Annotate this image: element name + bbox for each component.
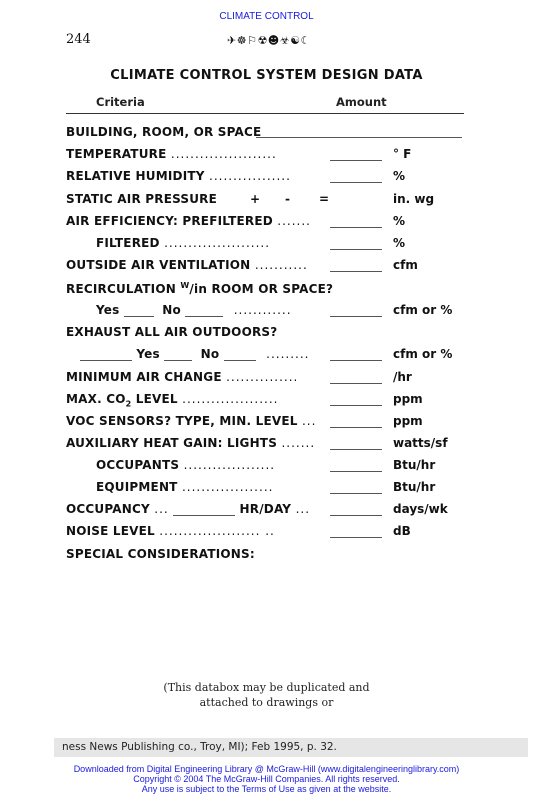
min-air-change-field[interactable] — [330, 383, 382, 384]
prefiltered-row — [66, 214, 311, 228]
header-rule — [66, 113, 464, 114]
noise-field[interactable] — [330, 537, 382, 538]
equipment-row — [96, 480, 273, 494]
aux-lights-label: AUXILIARY HEAT GAIN: LIGHTS — [66, 436, 278, 450]
voc-unit: ppm — [393, 414, 423, 428]
humidity-unit: % — [393, 169, 406, 183]
exhaust-yes-field[interactable] — [164, 350, 192, 361]
max-co2-leader: .................... — [182, 392, 279, 406]
building-label: BUILDING, ROOM, OR SPACE — [66, 125, 262, 139]
prefiltered-label: AIR EFFICIENCY: PREFILTERED — [66, 214, 273, 228]
recirculation-suffix: /in ROOM OR SPACE? — [189, 282, 334, 296]
recirc-no-label: No — [162, 303, 181, 317]
aux-lights-unit: watts/sf — [393, 436, 448, 450]
filtered-field[interactable] — [330, 249, 382, 250]
humidity-row — [66, 169, 291, 183]
building-field[interactable] — [256, 137, 462, 138]
temperature-row — [66, 147, 277, 161]
occupants-field[interactable] — [330, 471, 382, 472]
exhaust-no-field[interactable] — [224, 350, 256, 361]
occupancy-leader-b: ... — [295, 502, 311, 516]
exhaust-unit: cfm or % — [393, 347, 453, 361]
recirc-leader: ............ — [233, 303, 292, 317]
outside-air-field[interactable] — [330, 271, 382, 272]
occupancy-row — [66, 502, 310, 516]
page-number: 244 — [66, 32, 91, 47]
voc-label: VOC SENSORS? TYPE, MIN. LEVEL — [66, 414, 298, 428]
outside-air-unit: cfm — [393, 258, 418, 272]
noise-label: NOISE LEVEL — [66, 524, 155, 538]
footer-download-link[interactable]: Downloaded from Digital Engineering Library @ McGraw-Hill (www.digitalengineeringlibrary.com) — [73, 764, 460, 774]
aux-lights-leader: ....... — [281, 436, 316, 450]
exhaust-amount-field[interactable] — [330, 360, 382, 361]
voc-field[interactable] — [330, 427, 382, 428]
outside-air-row — [66, 258, 308, 272]
recirculation-sup: W — [180, 281, 190, 290]
recirc-options-row — [96, 303, 292, 317]
max-co2-label: MAX. CO — [66, 392, 126, 406]
temperature-unit: ° F — [393, 147, 412, 161]
max-co2-row — [66, 392, 278, 408]
max-co2-label-b: LEVEL — [131, 392, 178, 406]
special-considerations-label: SPECIAL CONSIDERATIONS: — [66, 547, 255, 561]
equipment-leader: ................... — [181, 480, 274, 494]
voc-row — [66, 414, 316, 428]
recirc-amount-field[interactable] — [330, 316, 382, 317]
recirc-yes-label: Yes — [96, 303, 120, 317]
footer-terms[interactable]: Any use is subject to the Terms of Use as given at the website. — [141, 784, 392, 794]
min-air-change-label: MINIMUM AIR CHANGE — [66, 370, 222, 384]
equipment-unit: Btu/hr — [393, 480, 436, 494]
occupants-row — [96, 458, 275, 472]
occupants-leader: ................... — [183, 458, 276, 472]
reference-citation: ness News Publishing co., Troy, MI); Feb 1995, p. 32. — [62, 741, 337, 753]
temperature-label: TEMPERATURE — [66, 147, 167, 161]
pressure-unit: in. wg — [393, 192, 435, 206]
exhaust-pre-field[interactable] — [80, 350, 132, 361]
max-co2-field[interactable] — [330, 405, 382, 406]
recirc-no-field[interactable] — [185, 306, 223, 317]
temperature-field[interactable] — [330, 160, 382, 161]
prefiltered-field[interactable] — [330, 227, 382, 228]
humidity-field[interactable] — [330, 182, 382, 183]
noise-unit: dB — [393, 524, 411, 538]
noise-row — [66, 524, 275, 538]
occupancy-hours-field[interactable] — [173, 505, 235, 516]
outside-air-leader: ........... — [254, 258, 308, 272]
running-title: CLIMATE CONTROL — [219, 11, 314, 22]
equipment-field[interactable] — [330, 493, 382, 494]
filtered-row — [96, 236, 270, 250]
equipment-label: EQUIPMENT — [96, 480, 178, 494]
pressure-label: STATIC AIR PRESSURE — [66, 192, 218, 206]
min-air-change-leader: ............... — [226, 370, 299, 384]
recirculation-label: RECIRCULATION — [66, 282, 176, 296]
min-air-change-row — [66, 370, 298, 384]
pressure-minus: - — [285, 192, 291, 206]
filtered-label: FILTERED — [96, 236, 160, 250]
amount-column-header: Amount — [336, 95, 387, 109]
aux-lights-field[interactable] — [330, 449, 382, 450]
footer-copyright: Copyright © 2004 The McGraw-Hill Companies. All rights reserved. — [133, 774, 400, 784]
form-title: CLIMATE CONTROL SYSTEM DESIGN DATA — [110, 68, 423, 83]
databox-note-line1: (This databox may be duplicated and — [163, 681, 370, 694]
outside-air-label: OUTSIDE AIR VENTILATION — [66, 258, 251, 272]
occupancy-unit: days/wk — [393, 502, 448, 516]
prefiltered-unit: % — [393, 214, 406, 228]
pressure-plus: + — [250, 192, 261, 206]
filtered-leader: ...................... — [164, 236, 271, 250]
occupancy-hr-day: HR/DAY — [239, 502, 292, 516]
occupancy-leader-a: ... — [154, 502, 169, 516]
exhaust-options-row — [80, 347, 309, 361]
filtered-unit: % — [393, 236, 406, 250]
databox-note-line2: attached to drawings or — [199, 696, 334, 709]
noise-leader: ..................... .. — [159, 524, 275, 538]
recirc-unit: cfm or % — [393, 303, 453, 317]
voc-leader: ... — [301, 414, 317, 428]
max-co2-sub: 2 — [125, 399, 132, 409]
recirculation-row — [66, 281, 333, 296]
exhaust-leader: ......... — [266, 347, 310, 361]
criteria-column-header: Criteria — [96, 95, 145, 109]
humidity-label: RELATIVE HUMIDITY — [66, 169, 205, 183]
occupancy-field[interactable] — [330, 515, 382, 516]
occupants-label: OCCUPANTS — [96, 458, 180, 472]
exhaust-yes-label: Yes — [136, 347, 160, 361]
prefiltered-leader: ....... — [277, 214, 311, 228]
humidity-leader: ................. — [209, 169, 291, 183]
pressure-equals: = — [319, 192, 330, 206]
ornament-glyphs: ✈☸⚐☢☻☣☯☾ — [227, 34, 311, 47]
recirc-yes-field[interactable] — [124, 306, 154, 317]
aux-lights-row — [66, 436, 315, 450]
max-co2-unit: ppm — [393, 392, 423, 406]
min-air-change-unit: /hr — [393, 370, 412, 384]
temperature-leader: ...................... — [170, 147, 277, 161]
occupants-unit: Btu/hr — [393, 458, 436, 472]
exhaust-no-label: No — [200, 347, 220, 361]
exhaust-label: EXHAUST ALL AIR OUTDOORS? — [66, 325, 278, 339]
occupancy-label: OCCUPANCY — [66, 502, 150, 516]
